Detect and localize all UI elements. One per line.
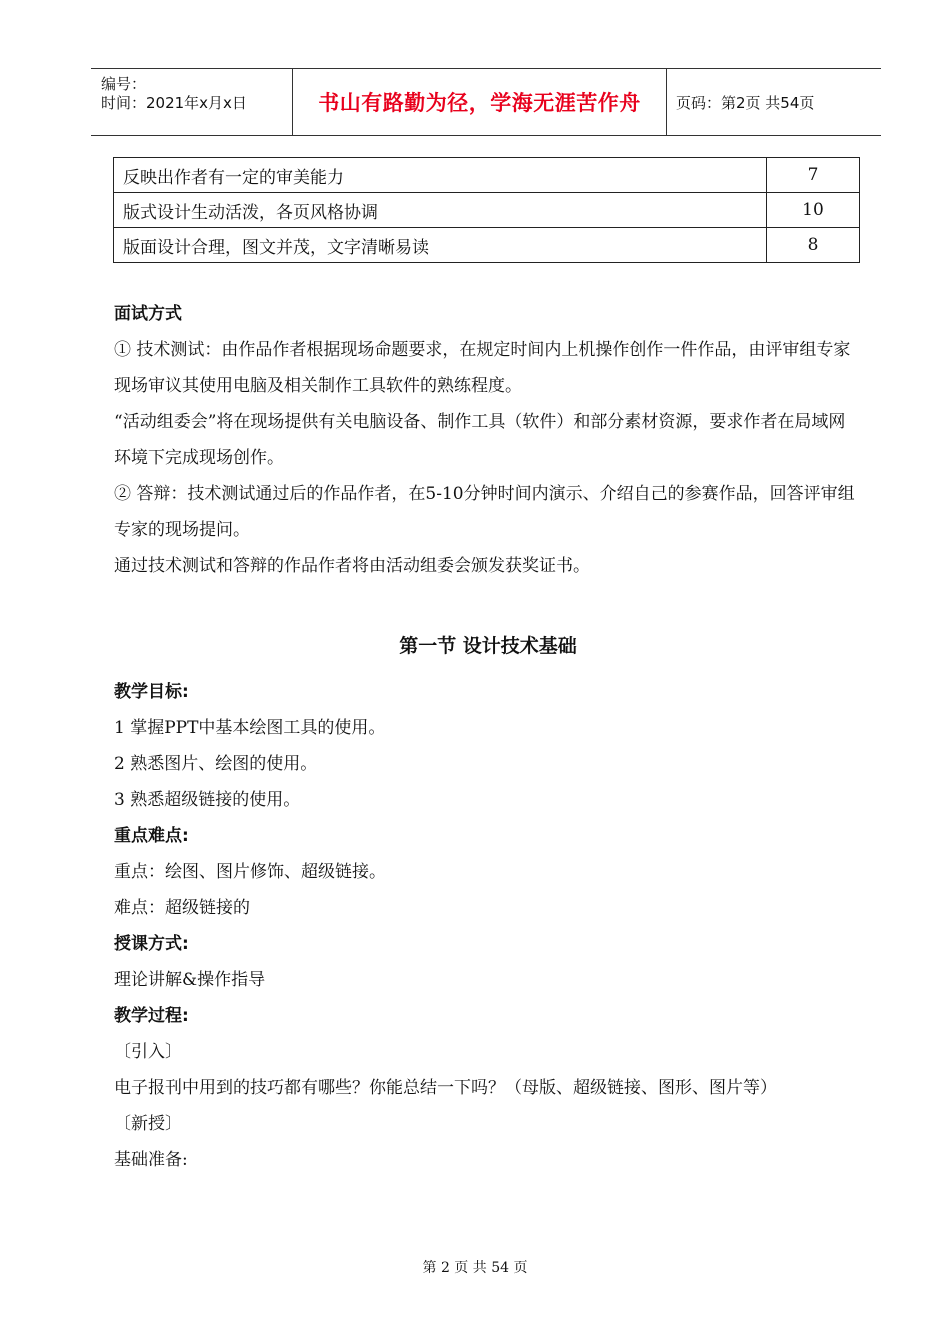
header-page-label: 页码：第2页 共54页 [676,93,815,112]
interview-paragraph: ① 技术测试：由作品作者根据现场命题要求，在规定时间内上机操作创作一件作品，由评审组专家现场审议其使用电脑及相关制作工具软件的熟练程度。 [114,340,851,396]
process-heading: 教学过程: [114,1006,189,1026]
method-heading: 授课方式: [114,934,189,954]
goal-item: 2 熟悉图片、绘图的使用。 [114,754,318,774]
page-header [91,68,881,136]
interview-paragraph: ② 答辩：技术测试通过后的作品作者，在5-10分钟时间内演示、介绍自己的参赛作品，回答评审组专家的现场提问。 [114,484,855,540]
intro-text: 电子报刊中用到的技巧都有哪些？你能总结一下吗？（母版、超级链接、图形、图片等） [114,1078,777,1098]
score-table [113,157,860,263]
section-title: 第一节 设计技术基础 [399,635,577,657]
interview-paragraph: 通过技术测试和答辩的作品作者将由活动组委会颁发获奖证书。 [114,556,590,576]
footer-page-number: 第 2 页 共 54 页 [422,1260,528,1276]
document-time-label: 时间：2021年x月x日 [101,94,247,112]
goals-heading: 教学目标: [114,682,189,702]
table-row [114,193,860,228]
new-lesson-tag: 〔新授〕 [114,1114,182,1134]
basics-label: 基础准备: [114,1150,188,1170]
table-row [114,158,860,193]
header-motto: 书山有路勤为径，学海无涯苦作舟 [318,91,641,115]
score-item: 反映出作者有一定的审美能力 [114,158,767,193]
header-motto-cell [293,69,667,135]
difficult-point: 难点：超级链接的 [114,898,250,918]
page-footer [0,1257,950,1277]
interview-paragraph: “活动组委会”将在现场提供有关电脑设备、制作工具（软件）和部分素材资源，要求作者在局域网环境下完成现场创作。 [114,412,846,468]
score-item: 版面设计合理，图文并茂，文字清晰易读 [114,228,767,263]
score-item: 版式设计生动活泼，各页风格协调 [114,193,767,228]
intro-tag: 〔引入〕 [114,1042,182,1062]
goal-item: 1 掌握PPT中基本绘图工具的使用。 [114,718,386,738]
score-value: 8 [767,228,860,263]
method-text: 理论讲解&操作指导 [114,970,266,990]
key-points-heading: 重点难点: [114,826,189,846]
document-body [114,296,862,1178]
document-number-label: 编号： [101,75,147,93]
score-value: 10 [767,193,860,228]
header-meta-cell [91,69,293,135]
interview-heading: 面试方式 [114,304,182,324]
score-value: 7 [767,158,860,193]
goal-item: 3 熟悉超级链接的使用。 [114,790,301,810]
table-row [114,228,860,263]
key-point: 重点：绘图、图片修饰、超级链接。 [114,862,386,882]
header-page-cell [667,69,881,135]
